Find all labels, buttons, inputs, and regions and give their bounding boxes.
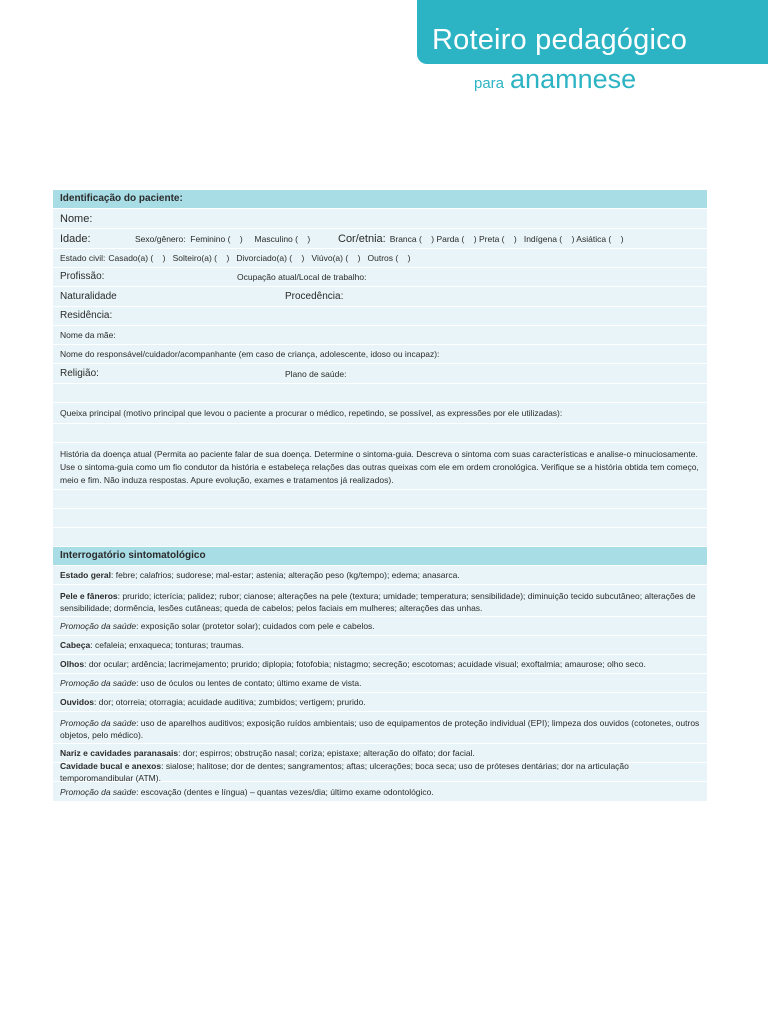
blank-row[interactable]	[53, 490, 707, 509]
nome-mae-label: Nome da mãe:	[60, 330, 116, 340]
subtitle-small: para	[474, 75, 505, 92]
field-residencia[interactable]	[53, 307, 707, 326]
historia-label: História da doença atual (Permita ao paciente falar de sua doença. Determine o sintoma-guia. Descreva o sintoma com suas características e analise-o minuciosamente. Use o sintoma-guia como um fio condutor da história e estabeleça relações das outras queixas com ele em ordem cronológica. Verifique se a história obtida tem começo, meio e fim. Não induza respostas. Apure evolução, exames e tratamentos já realizados).	[60, 449, 699, 485]
field-naturalidade[interactable]	[53, 287, 707, 307]
symptom-text: : sialose; halitose; dor de dentes; sangramentos; aftas; ulcerações; boca seca; uso de próteses dentárias; dor na articulação temporomandibular (ATM).	[60, 761, 629, 783]
estado-civil-options: Casado(a) ( ) Solteiro(a) ( ) Divorciado(a) ( ) Viúvo(a) ( ) Outros ( )	[108, 253, 411, 263]
symptom-row[interactable]	[53, 693, 707, 712]
plano-label: Plano de saúde:	[285, 368, 347, 379]
page-subtitle	[474, 64, 636, 95]
promo-text: : uso de óculos ou lentes de contato; último exame de vista.	[136, 678, 362, 688]
symptom-text: : prurido; icterícia; palidez; rubor; cianose; alterações na pele (textura; umidade; temperatura; sensibilidade); diminuição tecido subcutâneo; alterações de sensibilidade; dormência, lesões cutâneas; queda de cabelos; pelos faciais em mulheres; alterações das unhas.	[60, 591, 696, 613]
symptom-text: : dor ocular; ardência; lacrimejamento; prurido; diplopia; fotofobia; nistagmo; secreção; escotomas; acuidade visual; exoftalmia; amaurose; olho seco.	[84, 659, 646, 669]
page-title: Roteiro pedagógico	[432, 24, 688, 56]
religiao-label: Religião:	[60, 367, 99, 379]
field-nome-mae[interactable]	[53, 326, 707, 345]
symptom-row[interactable]	[53, 655, 707, 674]
promo-text: : escovação (dentes e língua) – quantas vezes/dia; último exame odontológico.	[136, 786, 434, 797]
promo-row[interactable]	[53, 712, 707, 744]
promo-label: Promoção da saúde	[60, 678, 137, 688]
field-nome[interactable]	[53, 209, 707, 229]
promo-label: Promoção da saúde	[60, 621, 137, 631]
blank-row[interactable]	[53, 509, 707, 528]
symptom-text: : dor; espirros; obstrução nasal; coriza; epistaxe; alteração do olfato; dor facial.	[178, 748, 475, 758]
symptom-label: Ouvidos	[60, 697, 95, 707]
blank-row[interactable]	[53, 528, 707, 547]
promo-text: : uso de aparelhos auditivos; exposição ruídos ambientais; uso de equipamentos de proteção individual (EPI); limpeza dos ouvidos (cotonetes, outros objetos, pelo médico).	[60, 718, 700, 740]
idade-label: Idade:	[60, 232, 91, 245]
responsavel-label: Nome do responsável/cuidador/acompanhante (em caso de criança, adolescente, idoso ou incapaz):	[60, 349, 440, 359]
promo-text: : exposição solar (protetor solar); cuidados com pele e cabelos.	[136, 621, 375, 631]
field-historia[interactable]	[53, 443, 707, 490]
section-title: Identificação do paciente:	[60, 193, 183, 204]
symptom-label: Pele e fâneros	[60, 591, 118, 601]
symptom-text: : dor; otorreia; otorragia; acuidade auditiva; zumbidos; vertigem; prurido.	[94, 697, 366, 707]
cor-options: Branca ( ) Parda ( ) Preta ( ) Indígena ( ) Asiática ( )	[389, 233, 624, 244]
field-estado-civil[interactable]	[53, 249, 707, 268]
symptom-label: Olhos	[60, 659, 85, 669]
section-title: Interrogatório sintomatológico	[60, 550, 206, 561]
procedencia-label: Procedência:	[285, 290, 344, 302]
symptom-row[interactable]	[53, 585, 707, 617]
symptom-label: Cavidade bucal e anexos	[60, 761, 162, 771]
profissao-label: Profissão:	[60, 271, 105, 282]
nome-label: Nome:	[60, 212, 93, 225]
promo-label: Promoção da saúde	[60, 718, 137, 728]
section-interrogatorio	[53, 547, 707, 566]
field-queixa[interactable]	[53, 403, 707, 424]
estado-civil-label: Estado civil:	[60, 253, 106, 263]
naturalidade-label: Naturalidade	[60, 290, 117, 302]
subtitle-big: anamnese	[510, 64, 637, 94]
section-identificacao	[53, 190, 707, 209]
blank-row[interactable]	[53, 384, 707, 403]
symptom-row[interactable]	[53, 763, 707, 782]
anamnese-form	[53, 190, 707, 802]
symptom-label: Cabeça	[60, 640, 91, 650]
symptom-text: : cefaleia; enxaqueca; tonturas; traumas.	[90, 640, 244, 650]
cor-label: Cor/etnia:	[338, 232, 386, 245]
symptom-row[interactable]	[53, 636, 707, 655]
promo-row[interactable]	[53, 782, 707, 802]
ocupacao-label: Ocupação atual/Local de trabalho:	[237, 272, 367, 282]
promo-label: Promoção da saúde	[60, 786, 137, 797]
promo-row[interactable]	[53, 617, 707, 636]
symptom-text: : febre; calafrios; sudorese; mal-estar; astenia; alteração peso (kg/tempo); edema; anasarca.	[111, 570, 460, 580]
symptom-row[interactable]	[53, 566, 707, 585]
promo-row[interactable]	[53, 674, 707, 693]
symptom-label: Nariz e cavidades paranasais	[60, 748, 179, 758]
field-religiao[interactable]	[53, 364, 707, 384]
residencia-label: Residência:	[60, 310, 113, 321]
blank-row[interactable]	[53, 424, 707, 443]
field-profissao[interactable]	[53, 268, 707, 287]
symptom-label: Estado geral	[60, 570, 112, 580]
field-idade-sexo-cor[interactable]	[53, 229, 707, 249]
field-responsavel[interactable]	[53, 345, 707, 364]
sexo-options: Sexo/gênero: Feminino ( ) Masculino ( )	[135, 233, 311, 244]
queixa-label: Queixa principal (motivo principal que levou o paciente a procurar o médico, repetindo, se possível, as expressões por ele utilizadas):	[60, 408, 563, 418]
